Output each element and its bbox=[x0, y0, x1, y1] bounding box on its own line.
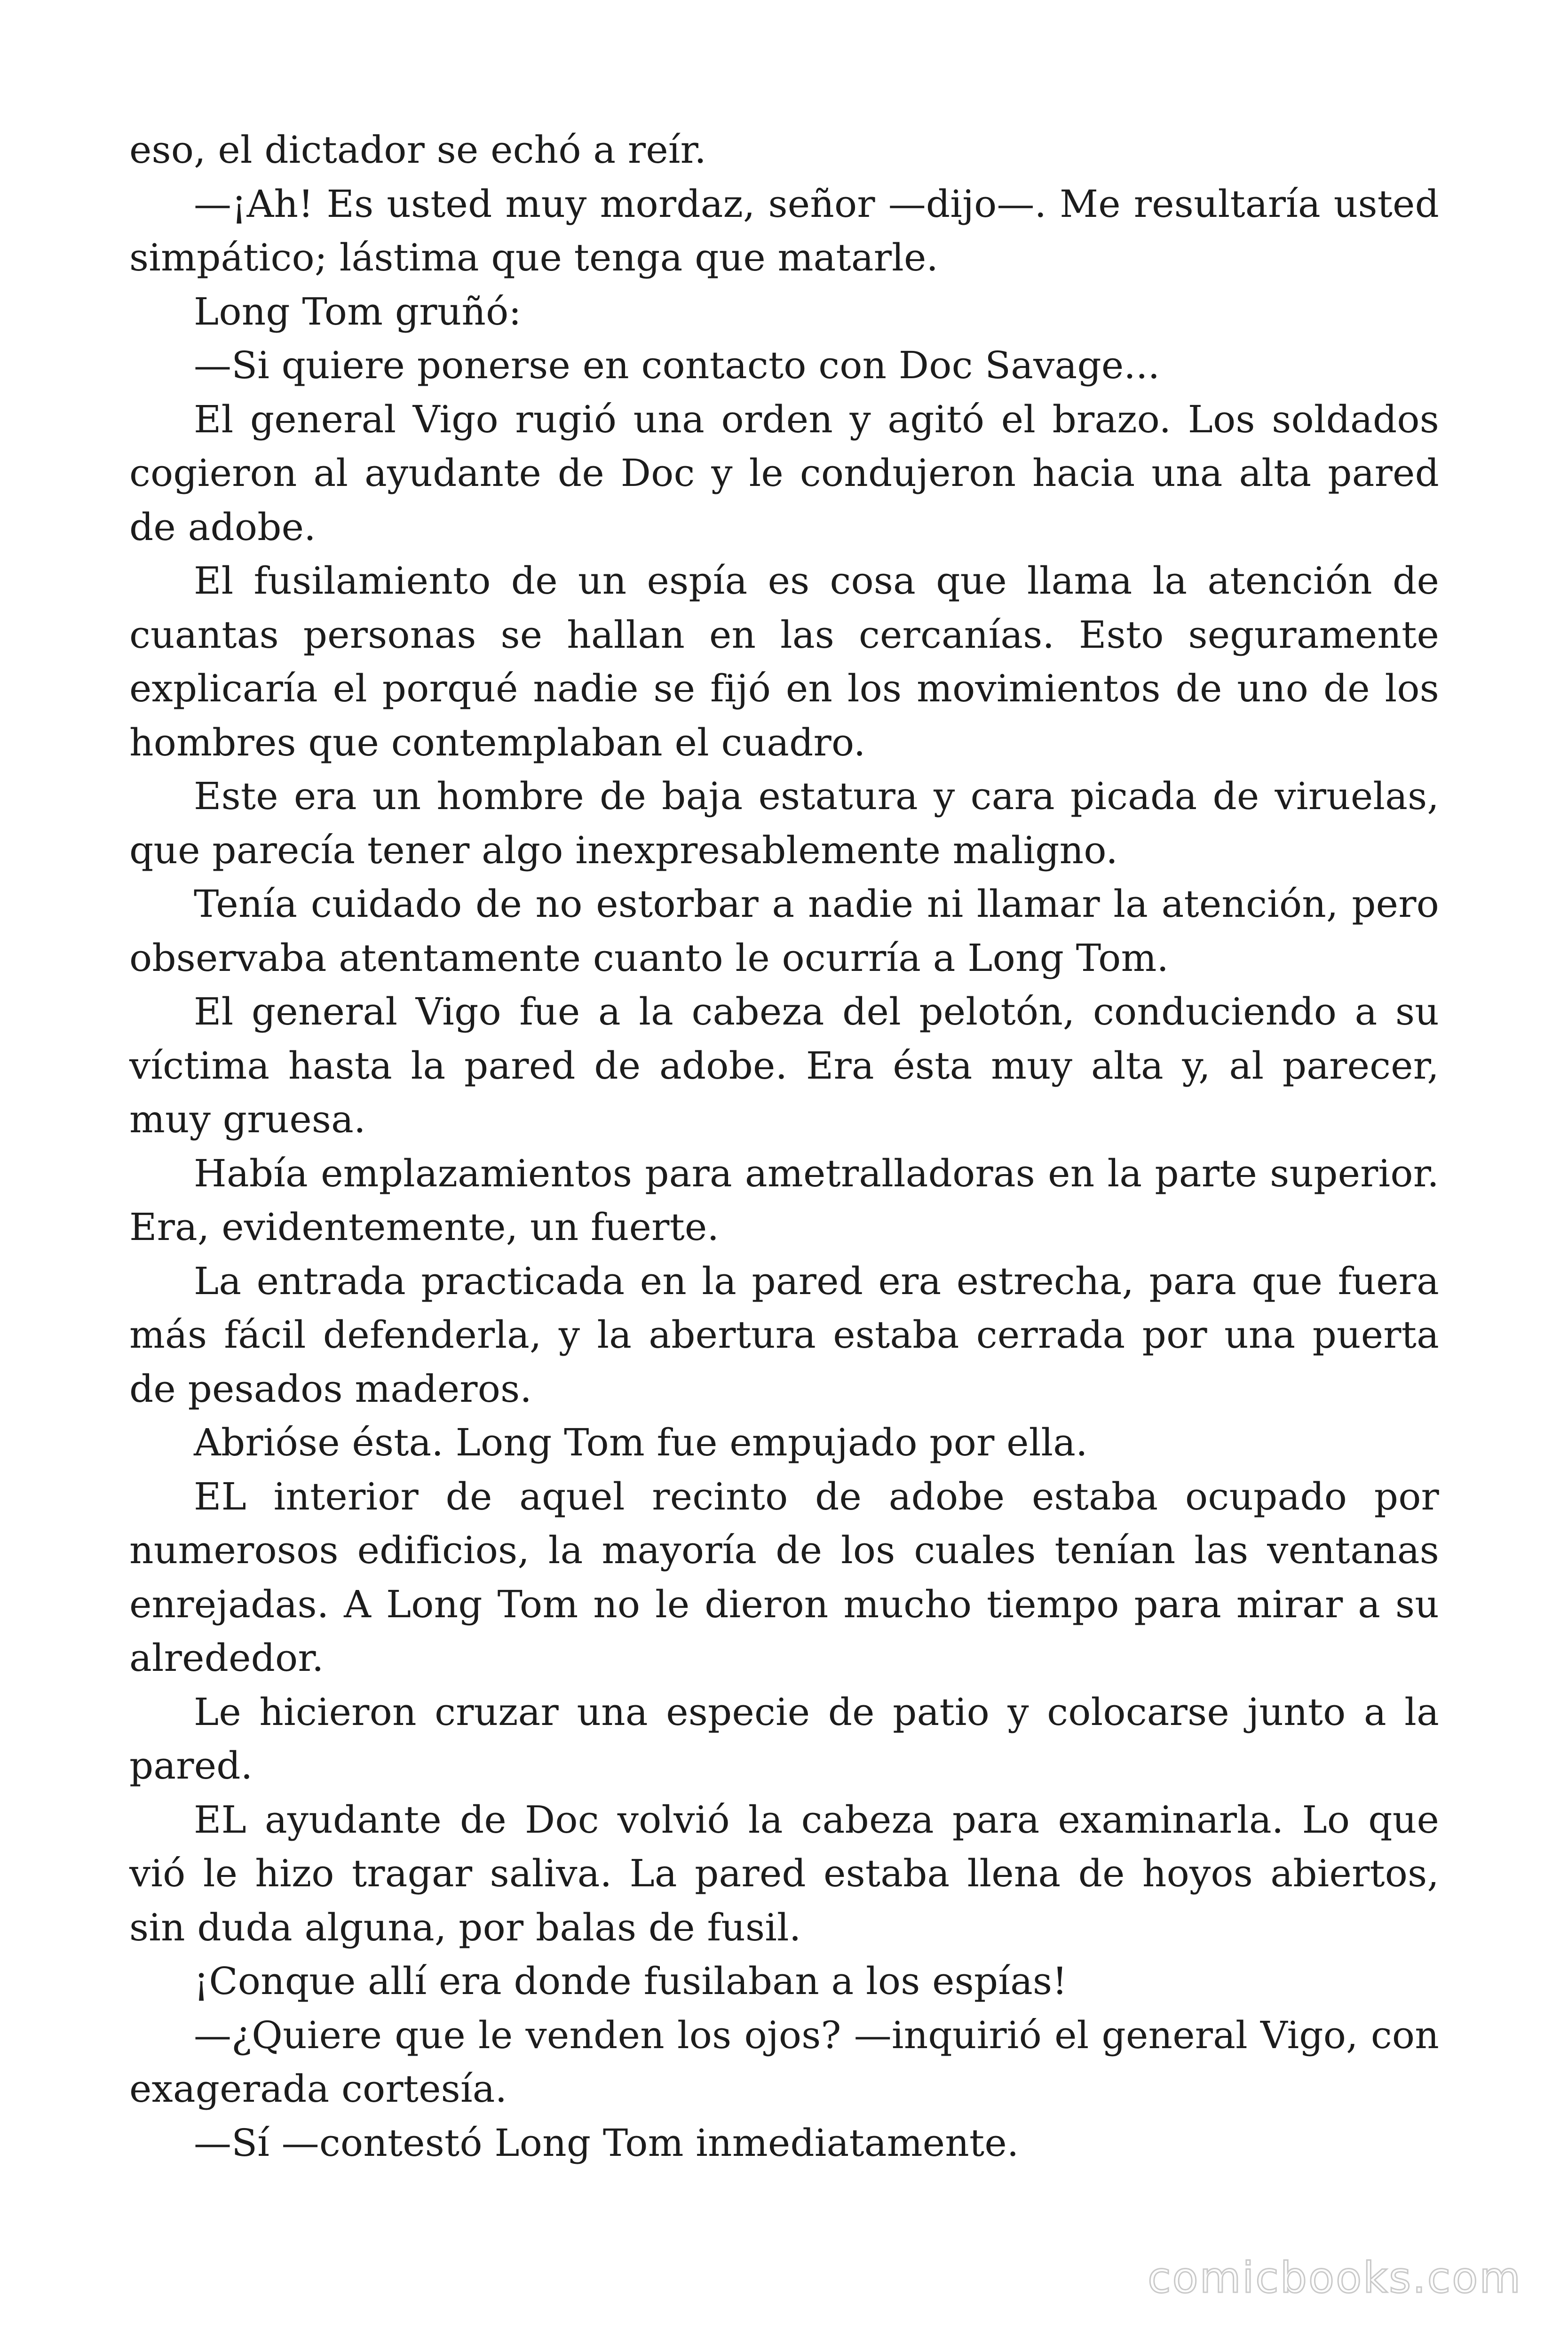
paragraph: El fusilamiento de un espía es cosa que llama la atención de cuantas personas se hallan en las cercanías. Esto seguramente explicaría el porqué nadie se fijó en los movimientos de uno de los hombres que contemplaban el cuadro. bbox=[129, 559, 1439, 764]
paragraph: —Sí —contestó Long Tom inmediatamente. bbox=[194, 2121, 1019, 2165]
paragraph: EL interior de aquel recinto de adobe estaba ocupado por numerosos edificios, la mayoría de los cuales tenían las ventanas enrejadas. A Long Tom no le dieron mucho tiempo para mirar a su alrededor. bbox=[129, 1474, 1439, 1680]
paragraph: Abrióse ésta. Long Tom fue empujado por ella. bbox=[194, 1421, 1088, 1464]
paragraph: Este era un hombre de baja estatura y cara picada de viruelas, que parecía tener algo inexpresablemente maligno. bbox=[129, 774, 1439, 872]
paragraph: Había emplazamientos para ametralladoras en la parte superior. Era, evidentemente, un fuerte. bbox=[129, 1151, 1439, 1249]
paragraph: eso, el dictador se echó a reír. bbox=[129, 128, 706, 172]
paragraph: Tenía cuidado de no estorbar a nadie ni llamar la atención, pero observaba atentamente cuanto le ocurría a Long Tom. bbox=[129, 882, 1439, 980]
paragraph: El general Vigo fue a la cabeza del pelotón, conduciendo a su víctima hasta la pared de adobe. Era ésta muy alta y, al parecer, muy gruesa. bbox=[129, 990, 1439, 1141]
paragraph: —¡Ah! Es usted muy mordaz, señor —dijo—. Me resultaría usted simpático; lástima que tenga que matarle. bbox=[129, 182, 1439, 279]
site-watermark: comicbooks.com bbox=[1148, 2253, 1522, 2303]
paragraph: —¿Quiere que le venden los ojos? —inquirió el general Vigo, con exagerada cortesía. bbox=[129, 2013, 1439, 2111]
paragraph: La entrada practicada en la pared era estrecha, para que fuera más fácil defenderla, y la abertura estaba cerrada por una puerta de pesados maderos. bbox=[129, 1259, 1439, 1411]
paragraph: —Si quiere ponerse en contacto con Doc Savage... bbox=[194, 343, 1160, 387]
paragraph: Long Tom gruñó: bbox=[194, 289, 522, 334]
paragraph: EL ayudante de Doc volvió la cabeza para examinarla. Lo que vió le hizo tragar saliva. La pared estaba llena de hoyos abiertos, sin duda alguna, por balas de fusil. bbox=[129, 1797, 1439, 1949]
page-body bbox=[129, 123, 1439, 2170]
paragraph: El general Vigo rugió una orden y agitó el brazo. Los soldados cogieron al ayudante de Doc y le condujeron hacia una alta pared de adobe. bbox=[129, 397, 1439, 549]
paragraph: Le hicieron cruzar una especie de patio y colocarse junto a la pared. bbox=[129, 1690, 1439, 1788]
paragraph: ¡Conque allí era donde fusilaban a los espías! bbox=[194, 1959, 1068, 2003]
